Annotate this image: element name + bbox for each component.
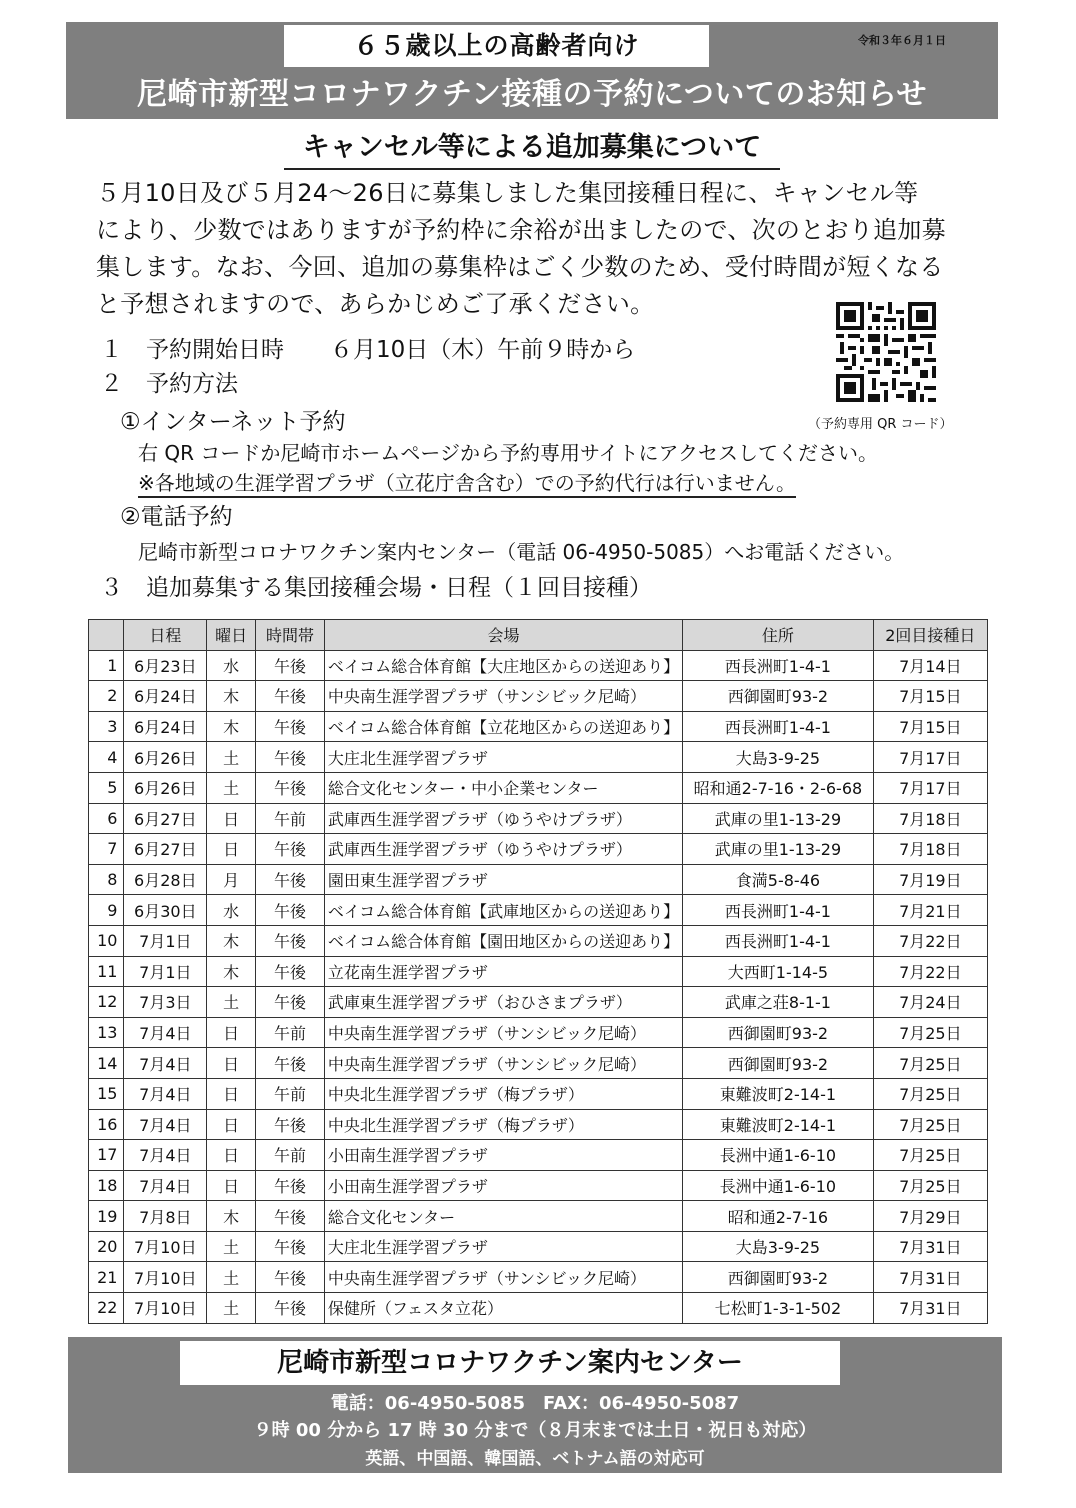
cell-address: 武庫之荘8-1-1 [683,987,874,1018]
cell-address: 武庫の里1-13-29 [683,803,874,834]
cell-time: 午後 [256,895,325,926]
cell-weekday: 日 [207,1078,256,1109]
internet-reservation-text: 右 QR コードか尼崎市ホームページから予約専用サイトにアクセスしてください。 [138,441,878,465]
cell-time: 午前 [256,1017,325,1048]
phone-reservation-heading: ②電話予約 [120,504,233,530]
cell-second-dose: 7月31日 [873,1231,987,1262]
cell-number: 11 [89,956,124,987]
cell-venue: 小田南生涯学習プラザ [324,1140,682,1171]
cell-time: 午後 [256,1293,325,1324]
cell-weekday: 日 [207,1170,256,1201]
table-header-row [89,620,988,651]
intro-paragraph [96,175,986,323]
column-header-address: 住所 [683,620,874,651]
cell-weekday: 木 [207,711,256,742]
cell-date: 7月1日 [124,925,207,956]
cell-weekday: 木 [207,925,256,956]
cell-time: 午後 [256,772,325,803]
cell-second-dose: 7月31日 [873,1262,987,1293]
cell-weekday: 土 [207,742,256,773]
cell-venue: 中央南生涯学習プラザ（サンシビック尼崎） [324,1048,682,1079]
table-row [89,650,988,681]
table-row [89,834,988,865]
cell-number: 1 [89,650,124,681]
cell-number: 18 [89,1170,124,1201]
cell-address: 武庫の里1-13-29 [683,834,874,865]
cell-date: 7月1日 [124,956,207,987]
cell-second-dose: 7月25日 [873,1017,987,1048]
cell-date: 6月24日 [124,711,207,742]
table-row [89,772,988,803]
cell-time: 午後 [256,1170,325,1201]
table-row [89,742,988,773]
cell-time: 午後 [256,1048,325,1079]
cell-date: 7月4日 [124,1078,207,1109]
cell-venue: 中央南生涯学習プラザ（サンシビック尼崎） [324,1017,682,1048]
cell-weekday: 日 [207,1017,256,1048]
cell-date: 7月4日 [124,1109,207,1140]
cell-weekday: 日 [207,803,256,834]
cell-address: 西長洲町1-4-1 [683,895,874,926]
cell-number: 15 [89,1078,124,1109]
table-row [89,987,988,1018]
section-subtitle: キャンセル等による追加募集について [284,128,780,170]
cell-time: 午前 [256,1078,325,1109]
cell-number: 22 [89,1293,124,1324]
cell-date: 7月8日 [124,1201,207,1232]
cell-second-dose: 7月25日 [873,1109,987,1140]
cell-time: 午後 [256,956,325,987]
cell-number: 19 [89,1201,124,1232]
table-row [89,1231,988,1262]
cell-address: 西御園町93-2 [683,1017,874,1048]
cell-number: 12 [89,987,124,1018]
schedule-heading: ３ 追加募集する集団接種会場・日程（１回目接種） [100,575,652,601]
cell-date: 7月10日 [124,1262,207,1293]
cell-time: 午後 [256,681,325,712]
table-row [89,711,988,742]
cell-weekday: 土 [207,1231,256,1262]
table-row [89,681,988,712]
cell-address: 大島3-9-25 [683,742,874,773]
cell-number: 4 [89,742,124,773]
cell-time: 午後 [256,834,325,865]
cell-number: 13 [89,1017,124,1048]
cell-number: 2 [89,681,124,712]
cell-time: 午後 [256,1231,325,1262]
cell-weekday: 水 [207,895,256,926]
cell-date: 7月4日 [124,1140,207,1171]
intro-line: 集します。なお、今回、追加の募集枠はごく少数のため、受付時間が短くなる [96,253,944,281]
cell-weekday: 日 [207,1140,256,1171]
cell-weekday: 土 [207,1262,256,1293]
cell-weekday: 日 [207,834,256,865]
cell-date: 6月28日 [124,864,207,895]
column-header-weekday: 曜日 [207,620,256,651]
cell-second-dose: 7月29日 [873,1201,987,1232]
table-row [89,1017,988,1048]
cell-venue: 小田南生涯学習プラザ [324,1170,682,1201]
cell-weekday: 土 [207,772,256,803]
cell-venue: ベイコム総合体育館【大庄地区からの送迎あり】 [324,650,682,681]
cell-number: 8 [89,864,124,895]
column-header-venue: 会場 [324,620,682,651]
cell-second-dose: 7月25日 [873,1140,987,1171]
footer-hours: ９時 00 分から 17 時 30 分まで（８月末までは土日・祝日も対応） [253,1420,817,1441]
cell-date: 6月26日 [124,742,207,773]
table-row [89,1262,988,1293]
cell-weekday: 日 [207,1048,256,1079]
schedule-table [88,619,988,1324]
cell-date: 7月4日 [124,1048,207,1079]
footer-languages: 英語、中国語、韓国語、ベトナム語の対応可 [365,1449,705,1469]
cell-address: 昭和通2-7-16 [683,1201,874,1232]
table-row [89,956,988,987]
cell-second-dose: 7月21日 [873,895,987,926]
table-row [89,1293,988,1324]
cell-address: 大島3-9-25 [683,1231,874,1262]
cell-number: 14 [89,1048,124,1079]
column-header-date: 日程 [124,620,207,651]
intro-line: と予想されますので、あらかじめご了承ください。 [96,290,655,318]
cell-second-dose: 7月22日 [873,956,987,987]
column-header-second-dose: 2回目接種日 [873,620,987,651]
cell-date: 7月3日 [124,987,207,1018]
footer-title: 尼崎市新型コロナワクチン案内センター [180,1341,840,1385]
cell-weekday: 木 [207,956,256,987]
cell-second-dose: 7月19日 [873,864,987,895]
cell-time: 午後 [256,711,325,742]
cell-second-dose: 7月22日 [873,925,987,956]
cell-second-dose: 7月15日 [873,681,987,712]
cell-venue: ベイコム総合体育館【立花地区からの送迎あり】 [324,711,682,742]
cell-second-dose: 7月17日 [873,772,987,803]
cell-second-dose: 7月17日 [873,742,987,773]
phone-reservation-text: 尼崎市新型コロナワクチン案内センター（電話 06-4950-5085）へお電話ください。 [138,540,905,564]
internet-reservation-note [138,467,796,499]
cell-venue: 園田東生涯学習プラザ [324,864,682,895]
cell-venue: 中央南生涯学習プラザ（サンシビック尼崎） [324,1262,682,1293]
cell-address: 西長洲町1-4-1 [683,711,874,742]
cell-number: 7 [89,834,124,865]
cell-time: 午後 [256,864,325,895]
table-row [89,803,988,834]
cell-weekday: 月 [207,864,256,895]
internet-reservation-heading: ①インターネット予約 [120,409,346,435]
cell-address: 東難波町2-14-1 [683,1109,874,1140]
cell-venue: 武庫東生涯学習プラザ（おひさまプラザ） [324,987,682,1018]
cell-address: 七松町1-3-1-502 [683,1293,874,1324]
cell-time: 午後 [256,925,325,956]
schedule-table-body [89,650,988,1323]
column-header-number [89,620,124,651]
cell-address: 長洲中通1-6-10 [683,1170,874,1201]
table-row [89,1078,988,1109]
cell-number: 21 [89,1262,124,1293]
cell-weekday: 日 [207,1109,256,1140]
intro-line: により、少数ではありますが予約枠に余裕が出ましたので、次のとおり追加募 [96,216,947,244]
cell-address: 西長洲町1-4-1 [683,650,874,681]
cell-venue: 中央北生涯学習プラザ（梅プラザ） [324,1109,682,1140]
cell-date: 7月4日 [124,1170,207,1201]
table-row [89,1140,988,1171]
table-row [89,895,988,926]
cell-venue: ベイコム総合体育館【園田地区からの送迎あり】 [324,925,682,956]
cell-time: 午後 [256,650,325,681]
cell-date: 7月10日 [124,1231,207,1262]
table-row [89,1109,988,1140]
cell-date: 6月27日 [124,803,207,834]
table-row [89,1201,988,1232]
cell-venue: 総合文化センター・中小企業センター [324,772,682,803]
cell-address: 大西町1-14-5 [683,956,874,987]
cell-weekday: 木 [207,681,256,712]
cell-date: 6月27日 [124,834,207,865]
cell-number: 3 [89,711,124,742]
cell-date: 7月10日 [124,1293,207,1324]
cell-address: 食満5-8-46 [683,864,874,895]
cell-date: 6月23日 [124,650,207,681]
cell-second-dose: 7月14日 [873,650,987,681]
cell-time: 午前 [256,1140,325,1171]
cell-address: 西御園町93-2 [683,1048,874,1079]
cell-time: 午後 [256,1262,325,1293]
cell-venue: 中央南生涯学習プラザ（サンシビック尼崎） [324,681,682,712]
cell-second-dose: 7月24日 [873,987,987,1018]
cell-second-dose: 7月15日 [873,711,987,742]
cell-venue: 総合文化センター [324,1201,682,1232]
qr-caption: （予約専用 QR コード） [808,417,953,432]
cell-address: 東難波町2-14-1 [683,1078,874,1109]
cell-venue: ベイコム総合体育館【武庫地区からの送迎あり】 [324,895,682,926]
cell-address: 西御園町93-2 [683,1262,874,1293]
column-header-time: 時間帯 [256,620,325,651]
cell-weekday: 土 [207,1293,256,1324]
cell-time: 午後 [256,987,325,1018]
cell-weekday: 水 [207,650,256,681]
cell-number: 20 [89,1231,124,1262]
cell-weekday: 木 [207,1201,256,1232]
table-row [89,925,988,956]
table-row [89,864,988,895]
cell-number: 9 [89,895,124,926]
footer-contact: 電話：06-4950-5085 FAX：06-4950-5087 [330,1393,740,1414]
cell-second-dose: 7月18日 [873,834,987,865]
cell-date: 6月24日 [124,681,207,712]
cell-number: 10 [89,925,124,956]
cell-second-dose: 7月25日 [873,1048,987,1079]
cell-second-dose: 7月31日 [873,1293,987,1324]
reservation-method-heading: ２ 予約方法 [100,371,238,397]
cell-venue: 保健所（フェスタ立花） [324,1293,682,1324]
table-row [89,1048,988,1079]
cell-date: 6月30日 [124,895,207,926]
cell-second-dose: 7月25日 [873,1170,987,1201]
cell-address: 西長洲町1-4-1 [683,925,874,956]
reservation-start: １ 予約開始日時 ６月10日（木）午前９時から [100,337,636,363]
cell-second-dose: 7月25日 [873,1078,987,1109]
proxy-notice: ※各地域の生涯学習プラザ（立花庁舎含む）での予約代行は行いません。 [138,471,796,498]
qr-code[interactable] [836,302,936,402]
target-audience-label: ６５歳以上の高齢者向け [284,25,709,67]
intro-line: ５月10日及び５月24〜26日に募集しました集団接種日程に、キャンセル等 [96,179,919,207]
cell-date: 7月4日 [124,1017,207,1048]
cell-address: 西御園町93-2 [683,681,874,712]
cell-time: 午後 [256,1201,325,1232]
cell-address: 長洲中通1-6-10 [683,1140,874,1171]
cell-number: 17 [89,1140,124,1171]
cell-venue: 立花南生涯学習プラザ [324,956,682,987]
cell-address: 昭和通2-7-16・2-6-68 [683,772,874,803]
cell-weekday: 土 [207,987,256,1018]
table-row [89,1170,988,1201]
cell-number: 16 [89,1109,124,1140]
page-title: 尼崎市新型コロナワクチン接種の予約についてのお知らせ [137,77,927,112]
cell-date: 6月26日 [124,772,207,803]
cell-time: 午後 [256,1109,325,1140]
cell-number: 5 [89,772,124,803]
cell-venue: 大庄北生涯学習プラザ [324,742,682,773]
cell-time: 午前 [256,803,325,834]
cell-venue: 武庫西生涯学習プラザ（ゆうやけプラザ） [324,803,682,834]
cell-number: 6 [89,803,124,834]
cell-time: 午後 [256,742,325,773]
cell-venue: 武庫西生涯学習プラザ（ゆうやけプラザ） [324,834,682,865]
cell-second-dose: 7月18日 [873,803,987,834]
cell-venue: 大庄北生涯学習プラザ [324,1231,682,1262]
cell-venue: 中央北生涯学習プラザ（梅プラザ） [324,1078,682,1109]
issue-date: 令和３年６月１日 [858,34,946,47]
